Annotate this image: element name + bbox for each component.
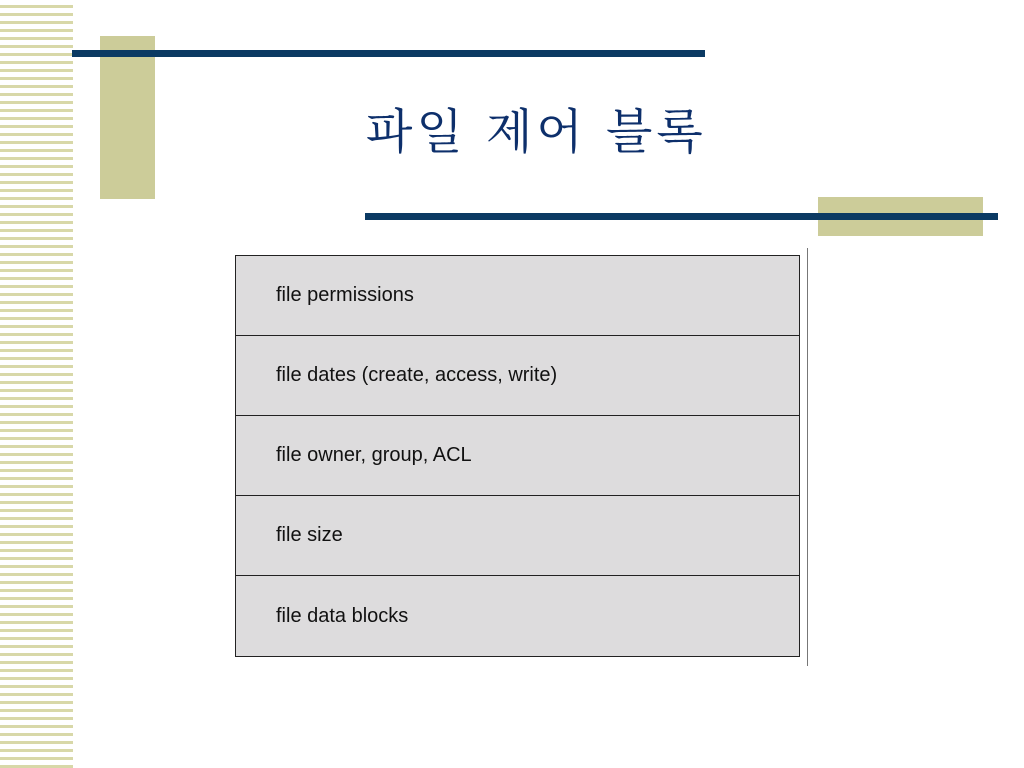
top-rule: [72, 50, 705, 57]
fcb-row-permissions: file permissions: [236, 256, 799, 336]
slide-title: 파일 제어 블록: [366, 104, 707, 160]
accent-block-left: [100, 36, 155, 199]
fcb-row-size: file size: [236, 496, 799, 576]
decorative-side-stripes: [0, 0, 73, 768]
file-control-block-diagram: [235, 255, 800, 657]
diagram-side-line: [807, 248, 808, 666]
fcb-row-owner: file owner, group, ACL: [236, 416, 799, 496]
fcb-row-dates: file dates (create, access, write): [236, 336, 799, 416]
fcb-row-data-blocks: file data blocks: [276, 604, 409, 627]
bottom-rule: [365, 213, 998, 220]
